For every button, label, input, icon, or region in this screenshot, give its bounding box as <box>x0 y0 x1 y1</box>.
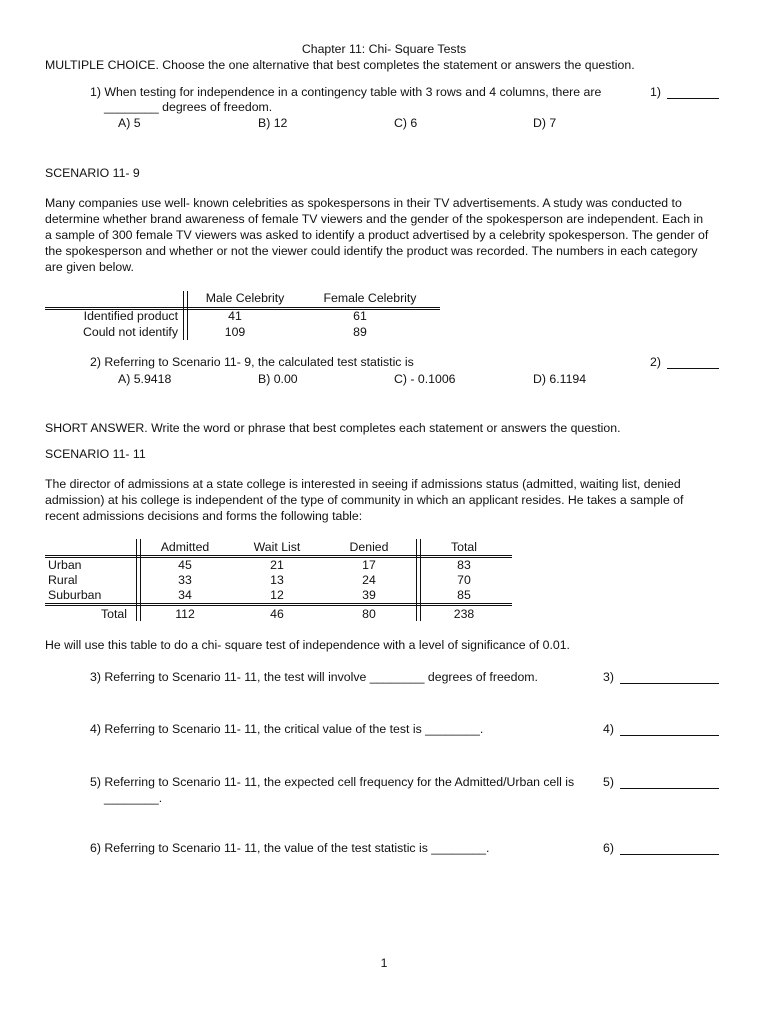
table-cell: 21 <box>270 558 284 572</box>
table-cell: 24 <box>362 573 376 587</box>
q3-number: 3) <box>603 670 614 684</box>
scenario-9-heading: SCENARIO 11- 9 <box>45 166 140 180</box>
scenario-11-line: admission) at his college is independent of the type of community in which an applicant resides. He takes a sample of <box>45 493 684 507</box>
row-label: Identified product <box>83 309 178 323</box>
row-label: Suburban <box>48 588 102 602</box>
table-divider <box>140 539 141 621</box>
table-cell: 33 <box>178 573 192 587</box>
q1-text-rest: degrees of freedom. <box>158 100 273 114</box>
table-cell: 39 <box>362 588 376 602</box>
q2-option-c[interactable]: C) - 0.1006 <box>394 372 456 386</box>
q4-number: 4) <box>603 722 614 736</box>
table-cell: 12 <box>270 588 284 602</box>
column-header: Denied <box>349 540 389 554</box>
table-cell: 61 <box>353 309 367 323</box>
q1-text-line1: 1) When testing for independence in a contingency table with 3 rows and 4 columns, there are <box>90 85 602 99</box>
total-row-label: Total <box>101 607 127 621</box>
table-divider <box>183 291 184 340</box>
q1-number: 1) <box>650 85 661 99</box>
q1-option-d[interactable]: D) 7 <box>533 116 557 130</box>
q5-answer-line[interactable] <box>620 787 719 789</box>
scenario-9-line: are given below. <box>45 260 134 274</box>
q3-text: 3) Referring to Scenario 11- 11, the test will involve ________ degrees of freedom. <box>90 670 538 684</box>
column-header: Total <box>451 540 477 554</box>
table-cell: 13 <box>270 573 284 587</box>
table-cell: 17 <box>362 558 376 572</box>
table-cell: 109 <box>224 325 246 339</box>
q3-answer-line[interactable] <box>620 682 719 684</box>
scenario-11-line: The director of admissions at a state college is interested in seeing if admissions status (admitted, waiting list, denied <box>45 477 681 491</box>
q2-number: 2) <box>650 355 661 369</box>
column-header: Female Celebrity <box>323 291 417 305</box>
table-cell: 238 <box>453 607 475 621</box>
table-cell: 83 <box>457 558 471 572</box>
scenario-11-paragraph <box>45 476 725 524</box>
q2-option-a[interactable]: A) 5.9418 <box>118 372 172 386</box>
q1-answer-line[interactable] <box>667 97 719 99</box>
q4-answer-line[interactable] <box>620 734 719 736</box>
q2-answer-line[interactable] <box>667 367 719 369</box>
column-header: Admitted <box>160 540 210 554</box>
mc-instructions: MULTIPLE CHOICE. Choose the one alternative that best completes the statement or answers the question. <box>45 58 635 72</box>
scenario-11-heading: SCENARIO 11- 11 <box>45 447 146 461</box>
column-header: Wait List <box>253 540 301 554</box>
q1-option-a[interactable]: A) 5 <box>118 116 141 130</box>
scenario-9-line: determine whether brand awareness of female TV viewers and the gender of the spokesperson are independent. Each in <box>45 212 704 226</box>
q6-number: 6) <box>603 841 614 855</box>
table-cell: 85 <box>457 588 471 602</box>
table-cell: 80 <box>362 607 376 621</box>
scenario-11-line: recent admissions decisions and forms the following table: <box>45 509 363 523</box>
q4-text: 4) Referring to Scenario 11- 11, the critical value of the test is ________. <box>90 722 484 736</box>
q1-option-b[interactable]: B) 12 <box>258 116 288 130</box>
row-label: Urban <box>48 558 82 572</box>
table-rule <box>45 603 512 604</box>
q2-option-b[interactable]: B) 0.00 <box>258 372 298 386</box>
q5-text-line1: 5) Referring to Scenario 11- 11, the expected cell frequency for the Admitted/Urban cell is <box>90 775 575 789</box>
column-header: Male Celebrity <box>205 291 285 305</box>
table-cell: 70 <box>457 573 471 587</box>
row-label: Rural <box>48 573 78 587</box>
table-cell: 41 <box>228 309 242 323</box>
row-label: Could not identify <box>82 325 178 339</box>
q1-blank: ________ <box>104 100 159 114</box>
q6-answer-line[interactable] <box>620 853 719 855</box>
table-cell: 89 <box>353 325 367 339</box>
q5-number: 5) <box>603 775 614 789</box>
q2-option-d[interactable]: D) 6.1194 <box>533 372 587 386</box>
q6-text: 6) Referring to Scenario 11- 11, the value of the test statistic is ________. <box>90 841 490 855</box>
sa-instructions: SHORT ANSWER. Write the word or phrase that best completes each statement or answers the question. <box>45 421 621 435</box>
table-divider <box>136 539 137 621</box>
table-divider <box>416 539 417 621</box>
page-number: 1 <box>380 956 388 970</box>
q1-option-c[interactable]: C) 6 <box>394 116 418 130</box>
table-divider <box>187 291 188 340</box>
scenario-11-note: He will use this table to do a chi- square test of independence with a level of significance of 0.01. <box>45 638 570 652</box>
table-divider <box>420 539 421 621</box>
q5-text-line2: ________. <box>104 791 163 805</box>
table-cell: 112 <box>175 607 195 621</box>
table-cell: 34 <box>178 588 192 602</box>
q2-text: 2) Referring to Scenario 11- 9, the calculated test statistic is <box>90 355 414 369</box>
scenario-9-line: Many companies use well- known celebrities as spokespersons in their TV advertisements. A study was conducted to <box>45 196 682 210</box>
scenario-9-paragraph <box>45 195 725 275</box>
page-title: Chapter 11: Chi- Square Tests <box>301 42 467 56</box>
scenario-9-line: the spokesperson and whether or not the viewer could identify the product was recorded. The numbers in each category <box>45 244 698 258</box>
q1-text-line2 <box>104 99 272 115</box>
table-cell: 45 <box>178 558 192 572</box>
table-rule <box>45 555 512 556</box>
table-cell: 46 <box>270 607 284 621</box>
scenario-9-line: a sample of 300 female TV viewers was asked to identify a product advertised by a celebrity spokesperson. The gender of <box>45 228 709 242</box>
